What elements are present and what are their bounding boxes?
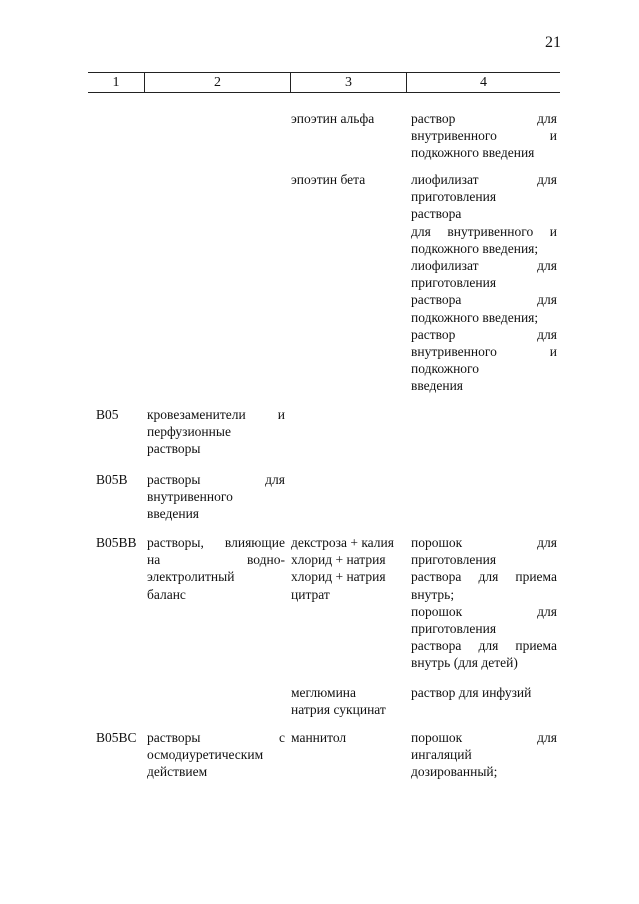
atc-code-text: B05BB — [96, 535, 137, 550]
atc-code — [96, 534, 142, 551]
dosage-form-line: порошок для — [411, 535, 557, 550]
atc-code-text: B05 — [96, 407, 119, 422]
dosage-form-line: дозированный; — [411, 764, 498, 780]
group-name-line: перфузионные — [147, 424, 231, 440]
group-name-line: введения — [147, 506, 200, 522]
dosage-form-line: раствора для приема — [411, 638, 557, 654]
dosage-form-line: раствор для инфузий — [411, 685, 532, 700]
table-header — [88, 72, 560, 93]
dosage-form-line: внутрь; — [411, 586, 455, 602]
dosage-form — [411, 534, 557, 672]
drug-name-line: цитрат — [291, 586, 330, 602]
group-name-line: кровезаменители и — [147, 407, 285, 422]
dosage-form-line: раствор для — [411, 326, 557, 342]
header-col-1: 1 — [112, 75, 120, 90]
dosage-form-line: раствора для приема — [411, 569, 557, 585]
dosage-form — [411, 684, 557, 701]
group-name — [147, 406, 285, 458]
dosage-form-line: приготовления — [411, 275, 497, 291]
atc-code-text: B05BC — [96, 730, 137, 745]
drug-name-line: эпоэтин бета — [291, 172, 366, 187]
dosage-form-line: раствора — [411, 206, 462, 222]
atc-code — [96, 406, 142, 423]
drug-name-line: маннитол — [291, 730, 347, 745]
dosage-form-line: приготовления — [411, 189, 497, 205]
dosage-form-line: внутривенного и — [411, 128, 557, 144]
drug-name-line: натрия сукцинат — [291, 702, 386, 718]
group-name — [147, 729, 285, 781]
dosage-form-line: введения — [411, 378, 464, 394]
dosage-form — [411, 171, 557, 395]
dosage-form-line: раствор для — [411, 111, 557, 126]
dosage-form-line: приготовления — [411, 621, 497, 637]
group-name-line: растворы для — [147, 472, 285, 487]
dosage-form-line: порошок для — [411, 603, 557, 619]
drug-name — [291, 729, 403, 746]
group-name-line: внутривенного — [147, 489, 233, 505]
header-col-2: 2 — [144, 73, 290, 92]
atc-code-text: B05B — [96, 472, 128, 487]
group-name-line: осмодиуретическим — [147, 747, 264, 763]
dosage-form-line: лиофилизат для — [411, 258, 557, 274]
group-name-line: растворы с — [147, 730, 285, 745]
drug-name-line: хлорид + натрия — [291, 569, 386, 585]
group-name — [147, 471, 285, 523]
header-col-4: 4 — [406, 73, 560, 92]
page-number: 21 — [545, 34, 561, 51]
drug-name — [291, 110, 403, 127]
group-name-line: на водно- — [147, 552, 285, 568]
dosage-form-line: лиофилизат для — [411, 172, 557, 187]
drug-name-line: эпоэтин альфа — [291, 111, 375, 126]
atc-code — [96, 471, 142, 488]
dosage-form-line: порошок для — [411, 730, 557, 745]
dosage-form-line: ингаляций — [411, 747, 472, 763]
atc-code — [96, 729, 142, 746]
group-name — [147, 534, 285, 603]
drug-name-line: хлорид + натрия — [291, 552, 386, 568]
dosage-form-line: внутривенного и — [411, 344, 557, 360]
dosage-form-line: подкожного введения; — [411, 240, 539, 256]
group-name-line: электролитный — [147, 569, 235, 585]
dosage-form-line: внутрь (для детей) — [411, 655, 518, 671]
dosage-form-line: раствора для — [411, 292, 557, 308]
dosage-form — [411, 110, 557, 162]
dosage-form-line: подкожного введения; — [411, 309, 539, 325]
group-name-line: растворы, влияющие — [147, 535, 285, 550]
drug-name — [291, 684, 403, 718]
dosage-form — [411, 729, 557, 781]
dosage-form-line: для внутривенного и — [411, 223, 557, 239]
drug-name-line: меглюмина — [291, 685, 357, 700]
header-col-3: 3 — [290, 73, 406, 92]
dosage-form-line: приготовления — [411, 552, 497, 568]
drug-name — [291, 171, 403, 188]
group-name-line: действием — [147, 764, 208, 780]
group-name-line: баланс — [147, 586, 186, 602]
group-name-line: растворы — [147, 441, 201, 457]
dosage-form-line: подкожного введения — [411, 145, 535, 161]
drug-name-line: декстроза + калия — [291, 535, 394, 550]
drug-name — [291, 534, 403, 603]
dosage-form-line: подкожного — [411, 361, 479, 377]
